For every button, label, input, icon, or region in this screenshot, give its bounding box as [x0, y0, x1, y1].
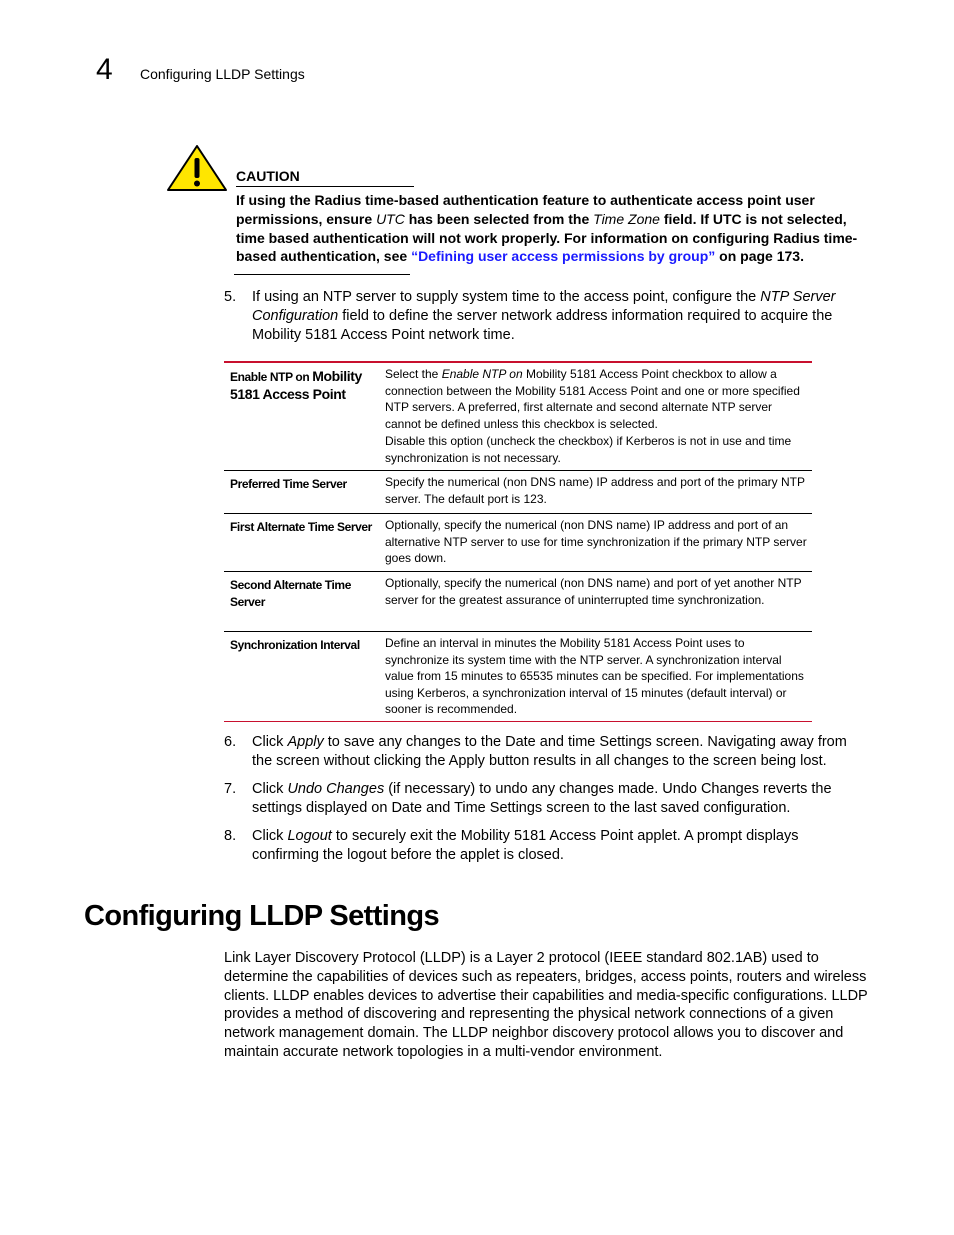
- step-number: 8.: [224, 828, 237, 844]
- chapter-number: 4: [96, 53, 113, 86]
- ntp-settings-table: [224, 361, 812, 722]
- step-number: 6.: [224, 734, 237, 750]
- table-row: [224, 514, 812, 572]
- field-description: Define an interval in minutes the Mobility 5181 Access Point uses to synchronize its system time with the NTP server. A synchronization interval value from 15 minutes to 65535 minutes can be specified. For implementations using Kerberos, a synchronization interval of 15 minutes (default interval) or sooner is recommended.: [384, 636, 804, 716]
- step-number: 7.: [224, 781, 237, 797]
- field-name: Synchronization Interval: [230, 638, 360, 652]
- step-6: [224, 733, 864, 771]
- field-name: Second Alternate Time Server: [230, 578, 351, 609]
- section-body-paragraph: Link Layer Discovery Protocol (LLDP) is a Layer 2 protocol (IEEE standard 802.1AB) used to determine the capabilities of devices such as repeaters, bridges, access points, routers and wireless clients. LLDP enables devices to advertise their capabilities and media-specific configurations. LLDP provides a method of discovering and representing the physical network connections of a given network management domain. The LLDP neighbor discovery protocol allows you to discover and maintain accurate network topologies in a multi-vendor environment.: [224, 950, 868, 1060]
- field-description: Select the Enable NTP on Mobility 5181 Access Point checkbox to allow a connection between the Mobility 5181 Access Point and one or more specified NTP servers. A preferred, first alternate and second alternate NTP server cannot be defined unless this checkbox is selected. Disable this option (uncheck the checkbox) if Kerberos is not in use and time synchronization is not necessary.: [384, 367, 800, 465]
- caution-cross-reference-link[interactable]: “Defining user access permissions by group”: [411, 248, 716, 265]
- field-description: Optionally, specify the numerical (non DNS name) IP address and port of an alternative NTP server to use for time synchronization if the primary NTP server goes down.: [384, 518, 807, 565]
- caution-label: CAUTION: [236, 168, 300, 184]
- step-text: If using an NTP server to supply system time to the access point, configure the NTP Server Configuration field to define the server network address information required to acquire the Mobility 5181 Access Point network time.: [252, 289, 836, 343]
- table-row: [224, 363, 812, 471]
- running-head: Configuring LLDP Settings: [140, 66, 305, 82]
- caution-divider-top: [236, 186, 414, 187]
- field-name: Enable NTP on Mobility 5181 Access Point: [230, 368, 362, 402]
- table-row: [224, 471, 812, 514]
- step-text: Click Apply to save any changes to the Date and time Settings screen. Navigating away from the screen without clicking the Apply button results in all changes to the screen being lost.: [252, 734, 847, 769]
- table-row: [224, 572, 812, 632]
- warning-triangle-icon: [166, 144, 228, 192]
- step-text: Click Logout to securely exit the Mobility 5181 Access Point applet. A prompt displays confirming the logout before the applet is closed.: [252, 828, 799, 863]
- step-text: Click Undo Changes (if necessary) to undo any changes made. Undo Changes reverts the settings displayed on Date and Time Settings screen to the last saved configuration.: [252, 781, 832, 816]
- step-7: [224, 780, 864, 818]
- caution-divider-bottom: [234, 274, 410, 275]
- caution-text: If using the Radius time-based authentication feature to authenticate access point user permissions, ensure UTC has been selected from the Time Zone field. If UTC is not selected, time based authentication will not work properly. For information on configuring Radius time-based authentication, see “Defining user access permissions by group” on page 173.: [236, 192, 858, 265]
- field-description: Optionally, specify the numerical (non DNS name) and port of yet another NTP server for the greatest assurance of uninterrupted time synchronization.: [384, 576, 802, 607]
- step-5: [224, 288, 864, 345]
- step-8: [224, 827, 864, 865]
- field-name: First Alternate Time Server: [230, 520, 372, 534]
- section-heading: Configuring LLDP Settings: [84, 900, 439, 932]
- step-number: 5.: [224, 289, 237, 305]
- field-name: Preferred Time Server: [230, 477, 347, 491]
- table-row: [224, 632, 812, 722]
- field-description: Specify the numerical (non DNS name) IP address and port of the primary NTP server. The default port is 123.: [384, 475, 805, 506]
